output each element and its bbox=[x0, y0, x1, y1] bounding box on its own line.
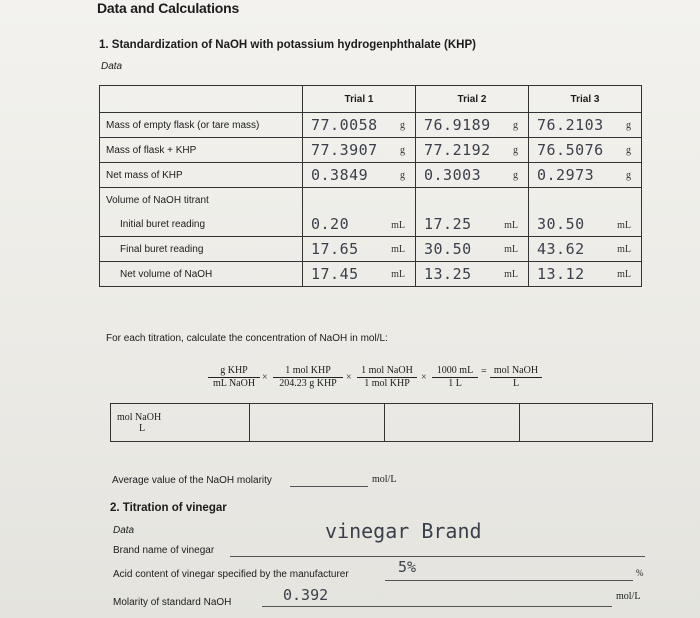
acid-content-unit: % bbox=[636, 568, 644, 578]
value-cell[interactable] bbox=[303, 113, 416, 138]
handwritten-value: 43.62 bbox=[537, 240, 585, 258]
table-row bbox=[100, 138, 642, 163]
row-label: Final buret reading bbox=[100, 237, 303, 262]
trial-3-header: Trial 3 bbox=[529, 86, 642, 113]
handwritten-value: 76.2103 bbox=[537, 116, 604, 134]
unit-label: mL bbox=[617, 220, 631, 231]
unit-label: g bbox=[400, 170, 405, 181]
unit-label: mL bbox=[391, 269, 405, 280]
formula-denominator: 1 L bbox=[448, 378, 462, 389]
mol-label-den: L bbox=[139, 422, 146, 434]
handwritten-value: 77.0058 bbox=[311, 116, 378, 134]
formula-fraction-1 bbox=[208, 365, 260, 390]
formula-numerator: 1 mol NaOH bbox=[357, 365, 417, 378]
handwritten-value: 77.3907 bbox=[311, 141, 378, 159]
page-heading: Data and Calculations bbox=[97, 0, 240, 16]
unit-label: g bbox=[513, 120, 518, 131]
value-cell[interactable] bbox=[529, 163, 642, 188]
value-cell[interactable] bbox=[529, 138, 642, 163]
average-label: Average value of the NaOH molarity bbox=[112, 475, 272, 486]
table-row bbox=[100, 188, 642, 213]
value-cell[interactable] bbox=[416, 138, 529, 163]
formula-numerator: mol NaOH bbox=[490, 365, 542, 378]
acid-content-answer-line[interactable] bbox=[385, 580, 633, 581]
table-row bbox=[100, 262, 642, 287]
value-cell[interactable] bbox=[303, 262, 416, 287]
formula-fraction-3 bbox=[357, 365, 417, 390]
average-unit: mol/L bbox=[372, 474, 397, 485]
handwritten-value: 0.3003 bbox=[424, 166, 482, 184]
unit-label: g bbox=[513, 170, 518, 181]
section1-title: 1. Standardization of NaOH with potassium hydrogenphthalate (KHP) bbox=[99, 39, 476, 51]
handwritten-value: 0.3849 bbox=[311, 166, 369, 184]
formula-numerator: g KHP bbox=[208, 365, 260, 378]
handwritten-value: 0.20 bbox=[311, 215, 350, 233]
formula-denominator: 1 mol KHP bbox=[364, 378, 410, 389]
unit-label: mL bbox=[617, 269, 631, 280]
handwritten-value: 76.9189 bbox=[424, 116, 491, 134]
times-sign: × bbox=[421, 372, 427, 383]
row-label: Net volume of NaOH bbox=[100, 262, 303, 287]
unit-label: mL bbox=[391, 220, 405, 231]
unit-label: mL bbox=[617, 244, 631, 255]
times-sign: × bbox=[346, 372, 352, 383]
section2-title: 2. Titration of vinegar bbox=[110, 502, 227, 514]
row-label: Mass of empty flask (or tare mass) bbox=[100, 113, 303, 138]
unit-label: mL bbox=[391, 244, 405, 255]
formula-denominator: mL NaOH bbox=[212, 378, 256, 389]
handwritten-value: 13.25 bbox=[424, 265, 472, 283]
equals-sign: = bbox=[481, 366, 487, 377]
molarity-row-label bbox=[111, 404, 250, 442]
unit-label: mL bbox=[504, 220, 518, 231]
value-cell[interactable] bbox=[303, 138, 416, 163]
brand-label: Brand name of vinegar bbox=[113, 545, 215, 556]
unit-label: g bbox=[400, 145, 405, 156]
unit-label: g bbox=[626, 120, 631, 131]
handwritten-value: 17.65 bbox=[311, 240, 359, 258]
handwritten-value: 0.2973 bbox=[537, 166, 595, 184]
formula-result bbox=[490, 365, 542, 390]
value-cell[interactable] bbox=[416, 237, 529, 262]
handwritten-value: 17.45 bbox=[311, 265, 359, 283]
value-cell[interactable] bbox=[303, 237, 416, 262]
section2-data-label: Data bbox=[113, 525, 135, 536]
unit-label: g bbox=[626, 170, 631, 181]
formula-denominator: 204.23 g KHP bbox=[279, 378, 337, 389]
row-label: Volume of NaOH titrant bbox=[100, 188, 303, 213]
value-cell[interactable] bbox=[416, 188, 529, 237]
mol-label-num: mol NaOH bbox=[117, 411, 162, 423]
table-corner bbox=[100, 86, 303, 113]
unit-label: g bbox=[626, 145, 631, 156]
unit-label: mL bbox=[504, 269, 518, 280]
value-cell[interactable] bbox=[529, 262, 642, 287]
molarity-cell-2[interactable] bbox=[385, 404, 520, 442]
brand-handwritten-value: vinegar Brand bbox=[325, 519, 482, 543]
acid-content-label: Acid content of vinegar specified by the manufacturer bbox=[113, 569, 349, 580]
unit-label: g bbox=[513, 145, 518, 156]
handwritten-value: 17.25 bbox=[424, 215, 472, 233]
handwritten-value: 76.5076 bbox=[537, 141, 604, 159]
table-row bbox=[100, 163, 642, 188]
handwritten-value: 77.2192 bbox=[424, 141, 491, 159]
row-label: Net mass of KHP bbox=[100, 163, 303, 188]
value-cell[interactable] bbox=[416, 262, 529, 287]
molarity-unit: mol/L bbox=[616, 591, 641, 602]
row-label: Mass of flask + KHP bbox=[100, 138, 303, 163]
trial-2-header: Trial 2 bbox=[416, 86, 529, 113]
molarity-cell-1[interactable] bbox=[250, 404, 385, 442]
formula-numerator: 1 mol KHP bbox=[273, 365, 343, 378]
molarity-table bbox=[110, 403, 653, 442]
row-label: Initial buret reading bbox=[100, 212, 303, 237]
table-row bbox=[111, 404, 653, 442]
value-cell[interactable] bbox=[529, 237, 642, 262]
formula-numerator: 1000 mL bbox=[432, 365, 478, 378]
unit-label: g bbox=[400, 120, 405, 131]
molarity-cell-3[interactable] bbox=[520, 404, 653, 442]
formula-denominator: L bbox=[512, 378, 520, 389]
formula-fraction-2 bbox=[273, 365, 343, 390]
handwritten-value: 13.12 bbox=[537, 265, 585, 283]
acid-content-handwritten-value: 5% bbox=[398, 558, 417, 576]
molarity-label: Molarity of standard NaOH bbox=[113, 597, 232, 608]
value-cell[interactable] bbox=[416, 163, 529, 188]
average-answer-line[interactable] bbox=[290, 486, 368, 487]
brand-answer-line[interactable] bbox=[230, 556, 645, 557]
handwritten-value: 30.50 bbox=[537, 215, 585, 233]
value-cell[interactable] bbox=[416, 113, 529, 138]
khp-data-table bbox=[99, 85, 642, 287]
trial-1-header: Trial 1 bbox=[303, 86, 416, 113]
molarity-answer-line[interactable] bbox=[262, 606, 612, 607]
molarity-handwritten-value: 0.392 bbox=[283, 586, 329, 604]
value-cell[interactable] bbox=[303, 163, 416, 188]
value-cell[interactable] bbox=[529, 188, 642, 237]
unit-label: mL bbox=[504, 244, 518, 255]
table-row bbox=[100, 237, 642, 262]
calc-instruction: For each titration, calculate the concentration of NaOH in mol/L: bbox=[106, 333, 388, 344]
handwritten-value: 30.50 bbox=[424, 240, 472, 258]
formula-fraction-4 bbox=[432, 365, 478, 390]
section1-data-label: Data bbox=[101, 61, 123, 72]
times-sign: × bbox=[262, 372, 268, 383]
value-cell[interactable] bbox=[529, 113, 642, 138]
table-row bbox=[100, 113, 642, 138]
value-cell[interactable] bbox=[303, 188, 416, 237]
